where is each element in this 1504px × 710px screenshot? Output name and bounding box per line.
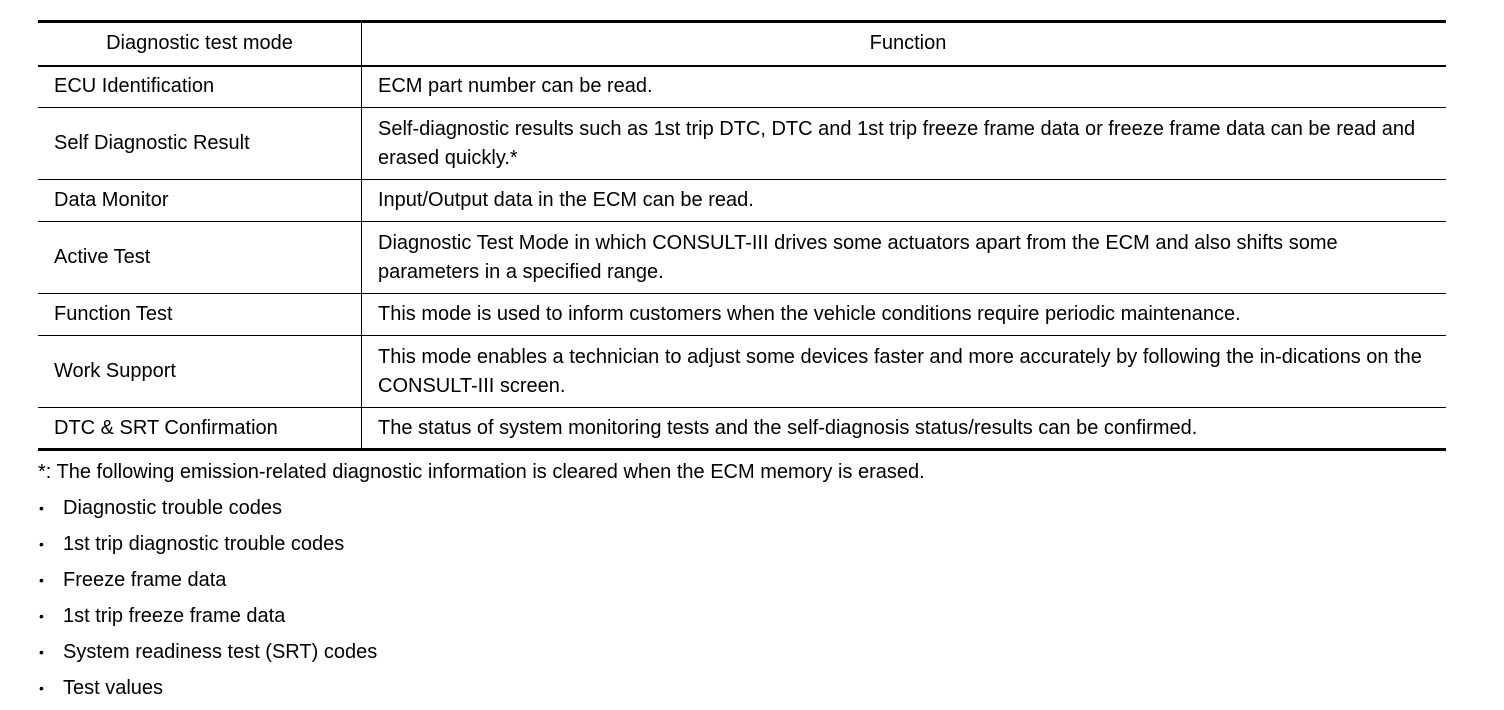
bullet-icon: • — [39, 572, 44, 588]
function-cell: This mode is used to inform customers when the vehicle conditions require periodic maintenance. — [378, 303, 1241, 325]
list-item-text: Freeze frame data — [63, 569, 227, 591]
bullet-icon: • — [39, 500, 44, 516]
footnote-text: *: The following emission-related diagnostic information is cleared when the ECM memory is erased. — [38, 461, 925, 483]
list-item-text: Diagnostic trouble codes — [63, 497, 283, 519]
function-cell: The status of system monitoring tests and the self-diagnosis status/results can be confirmed. — [378, 416, 1198, 439]
list-item — [38, 494, 1458, 530]
table-row — [38, 222, 1446, 294]
function-cell: ECM part number can be read. — [378, 75, 653, 98]
diagnostic-mode-table — [38, 20, 1446, 451]
function-text: Self-diagnostic results such as 1st trip DTC, DTC and 1st trip freeze frame data or freeze frame data can be read and erased quickly.* — [378, 117, 1416, 169]
list-item — [38, 638, 1458, 674]
list-item — [38, 674, 1458, 710]
mode-cell: Active Test — [38, 222, 362, 294]
header-diagnostic-test-mode: Diagnostic test mode — [38, 22, 362, 66]
table-row — [38, 294, 1446, 336]
function-text: This mode enables a technician to adjust some devices faster and more accurately by following the in-dications on the CONSULT-III screen. — [378, 345, 1422, 397]
mode-cell: ECU Identification — [38, 66, 362, 108]
table-row — [38, 336, 1446, 408]
list-item-text: 1st trip diagnostic trouble codes — [63, 533, 345, 555]
table-header-row — [38, 22, 1446, 66]
cleared-info-list — [38, 494, 1458, 710]
function-cell — [362, 222, 1447, 294]
list-item — [38, 566, 1458, 602]
footnote — [38, 458, 1458, 710]
list-item-text: Test values — [63, 677, 164, 699]
mode-cell: DTC & SRT Confirmation — [38, 408, 362, 450]
bullet-icon: • — [39, 680, 44, 696]
function-cell: Input/Output data in the ECM can be read. — [378, 189, 754, 211]
header-function: Function — [362, 22, 1447, 66]
table-row — [38, 66, 1446, 108]
bullet-icon: • — [39, 608, 44, 624]
function-cell — [362, 336, 1447, 408]
mode-cell: Self Diagnostic Result — [38, 108, 362, 180]
function-cell — [362, 108, 1447, 180]
list-item — [38, 530, 1458, 566]
table-row — [38, 108, 1446, 180]
table-row — [38, 180, 1446, 222]
list-item-text: 1st trip freeze frame data — [63, 605, 286, 627]
mode-cell: Data Monitor — [38, 180, 362, 222]
list-item-text: System readiness test (SRT) codes — [63, 641, 378, 663]
bullet-icon: • — [39, 536, 44, 552]
mode-cell: Work Support — [38, 336, 362, 408]
function-text: Diagnostic Test Mode in which CONSULT-III drives some actuators apart from the ECM and also shifts some parameters in a specified range. — [378, 231, 1338, 283]
list-item — [38, 602, 1458, 638]
table-row — [38, 408, 1446, 450]
mode-cell: Function Test — [38, 294, 362, 336]
bullet-icon: • — [39, 644, 44, 660]
